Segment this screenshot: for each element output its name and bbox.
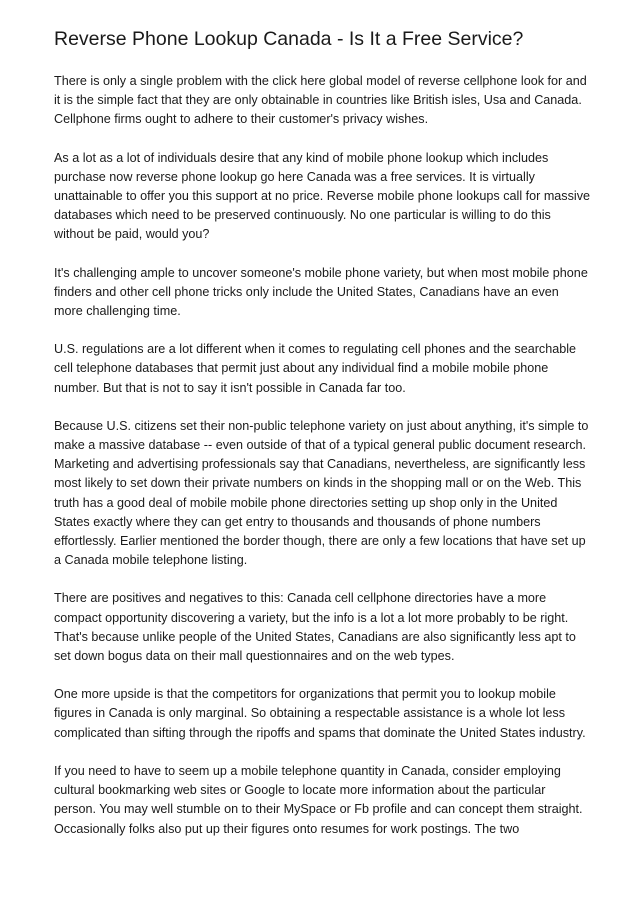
paragraph-1: There is only a single problem with the click here global model of reverse cellphone look for and it is the simple fact that they are only obtainable in countries like British isles, Usa and Canada. Cellphone firms ought to adhere to their customer's privacy wishes. xyxy=(54,74,587,127)
paragraph-7: One more upside is that the competitors for organizations that permit you to lookup mobile figures in Canada is only marginal. So obtaining a respectable assistance is a whole lot less complicated than sifting through the ripoffs and spams that dominate the United States industry. xyxy=(54,687,586,740)
paragraph-5: Because U.S. citizens set their non-public telephone variety on just about anything, it's simple to make a massive database -- even outside of that of a typical general public document research. Marketing and advertising professionals say that Canadians, nevertheless, are significantly less most likely to set down their private numbers on kinds in the shopping mall or on the Web. This truth has a good deal of mobile mobile phone directories setting up shop only in the United States exactly where they can get entry to thousands and thousands of phone numbers effortlessly. Earlier mentioned the border though, there are only a few locations that have set up a Canada mobile telephone listing. xyxy=(54,418,589,568)
paragraph-8: If you need to have to seem up a mobile telephone quantity in Canada, consider employing cultural bookmarking web sites or Google to locate more information about the particular person. You may well stumble on to their MySpace or Fb profile and can concept them straight. Occasionally folks also put up their figures onto resumes for work postings. The two xyxy=(54,763,583,836)
document-title: Reverse Phone Lookup Canada - Is It a Free Service? xyxy=(54,28,524,50)
paragraph-4: U.S. regulations are a lot different when it comes to regulating cell phones and the searchable cell telephone databases that permit just about any individual find a mobile mobile phone number. But that is not to say it isn't possible in Canada far too. xyxy=(54,342,577,395)
paragraph-6: There are positives and negatives to this: Canada cell cellphone directories have a more compact opportunity discovering a variety, but the info is a lot a lot more probably to be right. That's because unlike people of the United States, Canadians are also significantly less apt to set down bogus data on their mall questionnaires and on the web types. xyxy=(54,591,576,664)
paragraph-2: As a lot as a lot of individuals desire that any kind of mobile phone lookup which includes purchase now reverse phone lookup go here Canada was a free services. It is virtually unattainable to offer you this support at no price. Reverse mobile phone lookups call for massive databases which need to be preserved continuously. No one particular is willing to do this without be paid, would you? xyxy=(54,150,591,242)
paragraph-3: It's challenging ample to uncover someone's mobile phone variety, but when most mobile phone finders and other cell phone tricks only include the United States, Canadians have an even more challenging time. xyxy=(54,265,588,319)
document-body xyxy=(54,26,590,858)
